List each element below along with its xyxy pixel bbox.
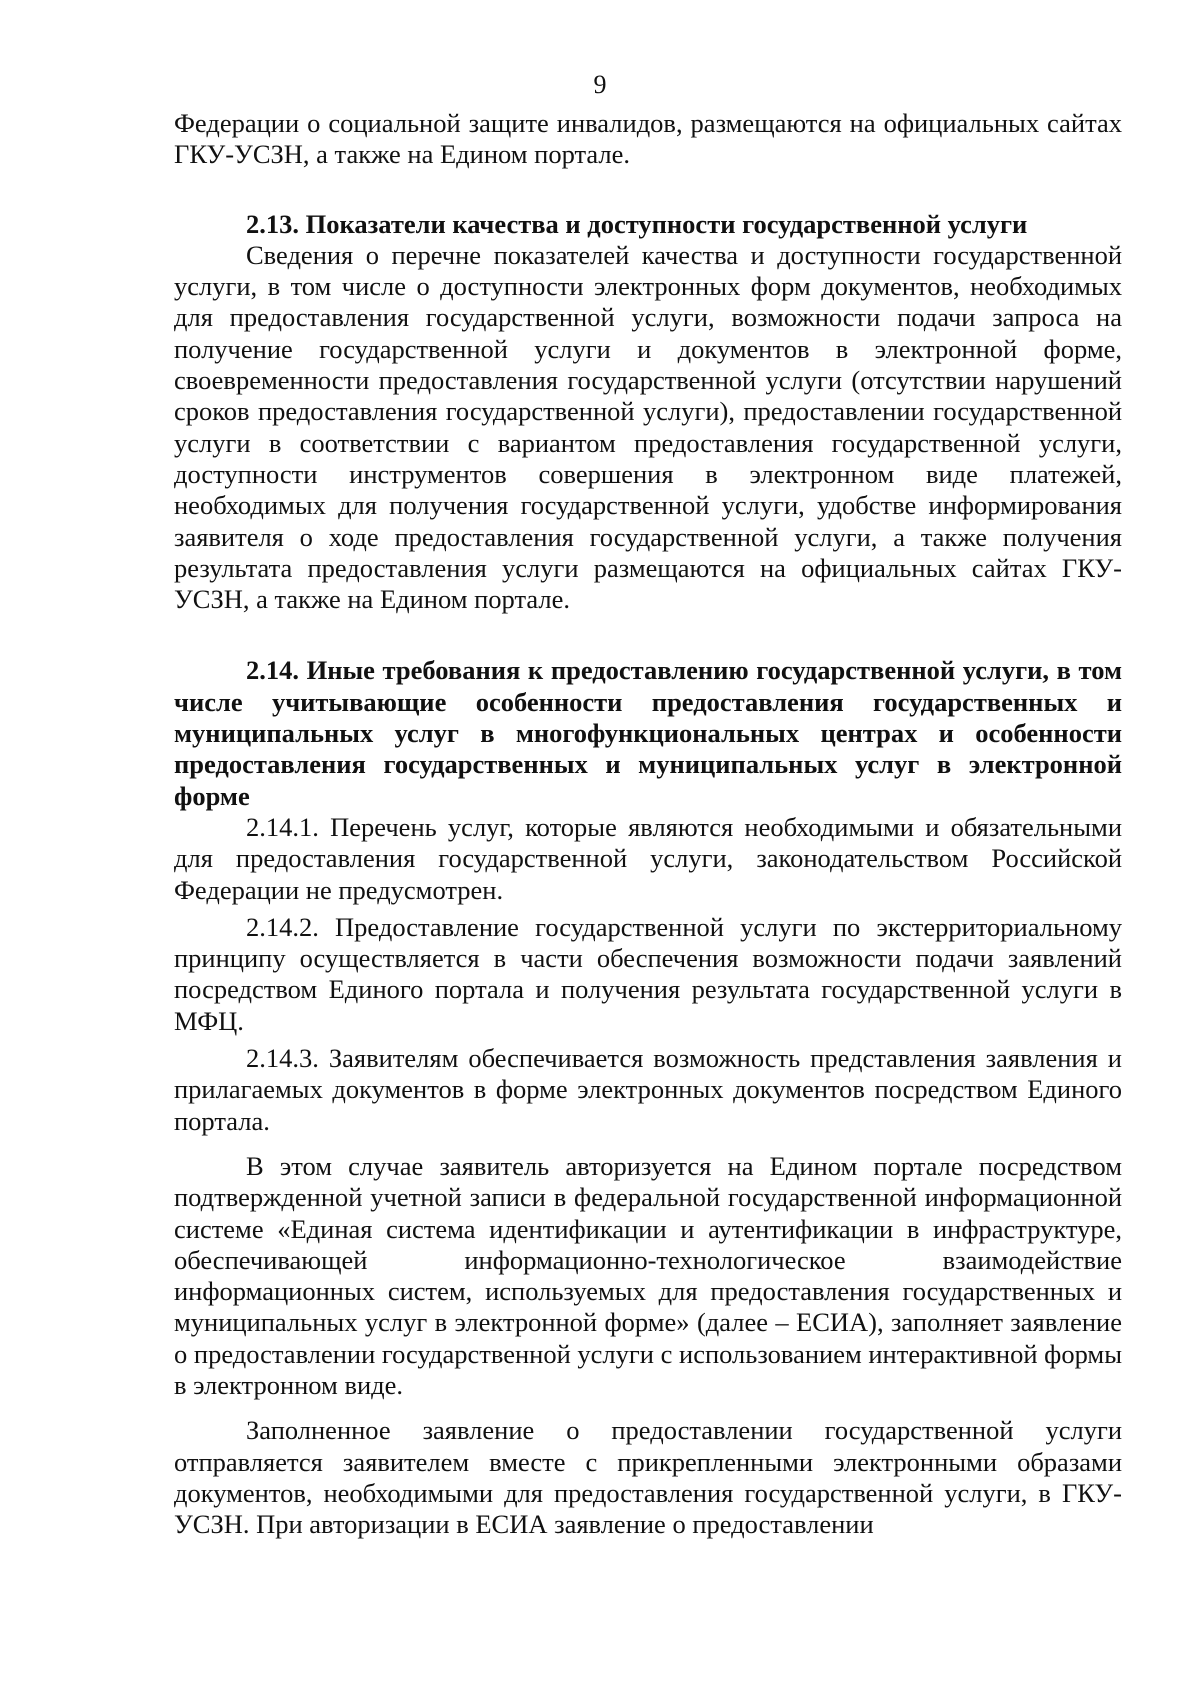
- submission-paragraph: Заполненное заявление о предоставлении государственной услуги отправляется заявителем вместе с прикрепленными электронными образами документов, необходимыми для предоставления государственной услуги, в ГКУ-УСЗН. При авторизации в ЕСИА заявление о предоставлении: [174, 1415, 1122, 1540]
- section-2-14-1-paragraph: 2.14.1. Перечень услуг, которые являются необходимыми и обязательными для предоставления государственной услуги, законодательством Российской Федерации не предусмотрен.: [174, 811, 1122, 905]
- section-2-13-heading: 2.13. Показатели качества и доступности государственной услуги: [246, 208, 1028, 239]
- esia-authorization-paragraph: В этом случае заявитель авторизуется на Едином портале посредством подтвержденной учетной записи в федеральной государственной информационной системе «Единая система идентификации и аутентификации в инфраструктуре, обеспечивающей информационно-технологическое взаимодействие информационных систем, используемых для предоставления государственных и муниципальных услуг в электронной форме» (далее – ЕСИА), заполняет заявление о предоставлении государственной услуги с использованием интерактивной формы в электронном виде.: [174, 1150, 1122, 1400]
- section-2-14-heading: 2.14. Иные требования к предоставлению государственной услуги, в том числе учитывающие особенности предоставления государственных и муниципальных услуг в многофункциональных центрах и особенности предоставления государственных и муниципальных услуг в электронной форме: [174, 655, 1122, 811]
- section-2-13-text: Сведения о перечне показателей качества и доступности государственной услуги, в том числе о доступности электронных форм документов, необходимых для предоставления государственной услуги, возможности подачи запроса на получение государственной услуги и документов в электронной форме, своевременности предоставления государственной услуги (отсутствии нарушений сроков предоставления государственной услуги), предоставлении государственной услуги в соответствии с вариантом предоставления государственной услуги, доступности инструментов совершения в электронном виде платежей, необходимых для получения государственной услуги, удобстве информирования заявителя о ходе предоставления государственной услуги, а также получения результата предоставления услуги размещаются на официальных сайтах ГКУ-УСЗН, а также на Едином портале.: [174, 239, 1122, 615]
- intro-paragraph: Федерации о социальной защите инвалидов, размещаются на официальных сайтах ГКУ-УСЗН, а также на Едином портале.: [174, 108, 1122, 170]
- section-2-14-3-paragraph: 2.14.3. Заявителям обеспечивается возможность представления заявления и прилагаемых документов в форме электронных документов посредством Единого портала.: [174, 1043, 1122, 1136]
- section-2-14-2-paragraph: 2.14.2. Предоставление государственной услуги по экстерриториальному принципу осуществляется в части обеспечения возможности подачи заявлений посредством Единого портала и получения результата государственной услуги в МФЦ.: [174, 911, 1122, 1036]
- document-body: [174, 108, 1122, 1540]
- page-number: 9: [593, 70, 607, 99]
